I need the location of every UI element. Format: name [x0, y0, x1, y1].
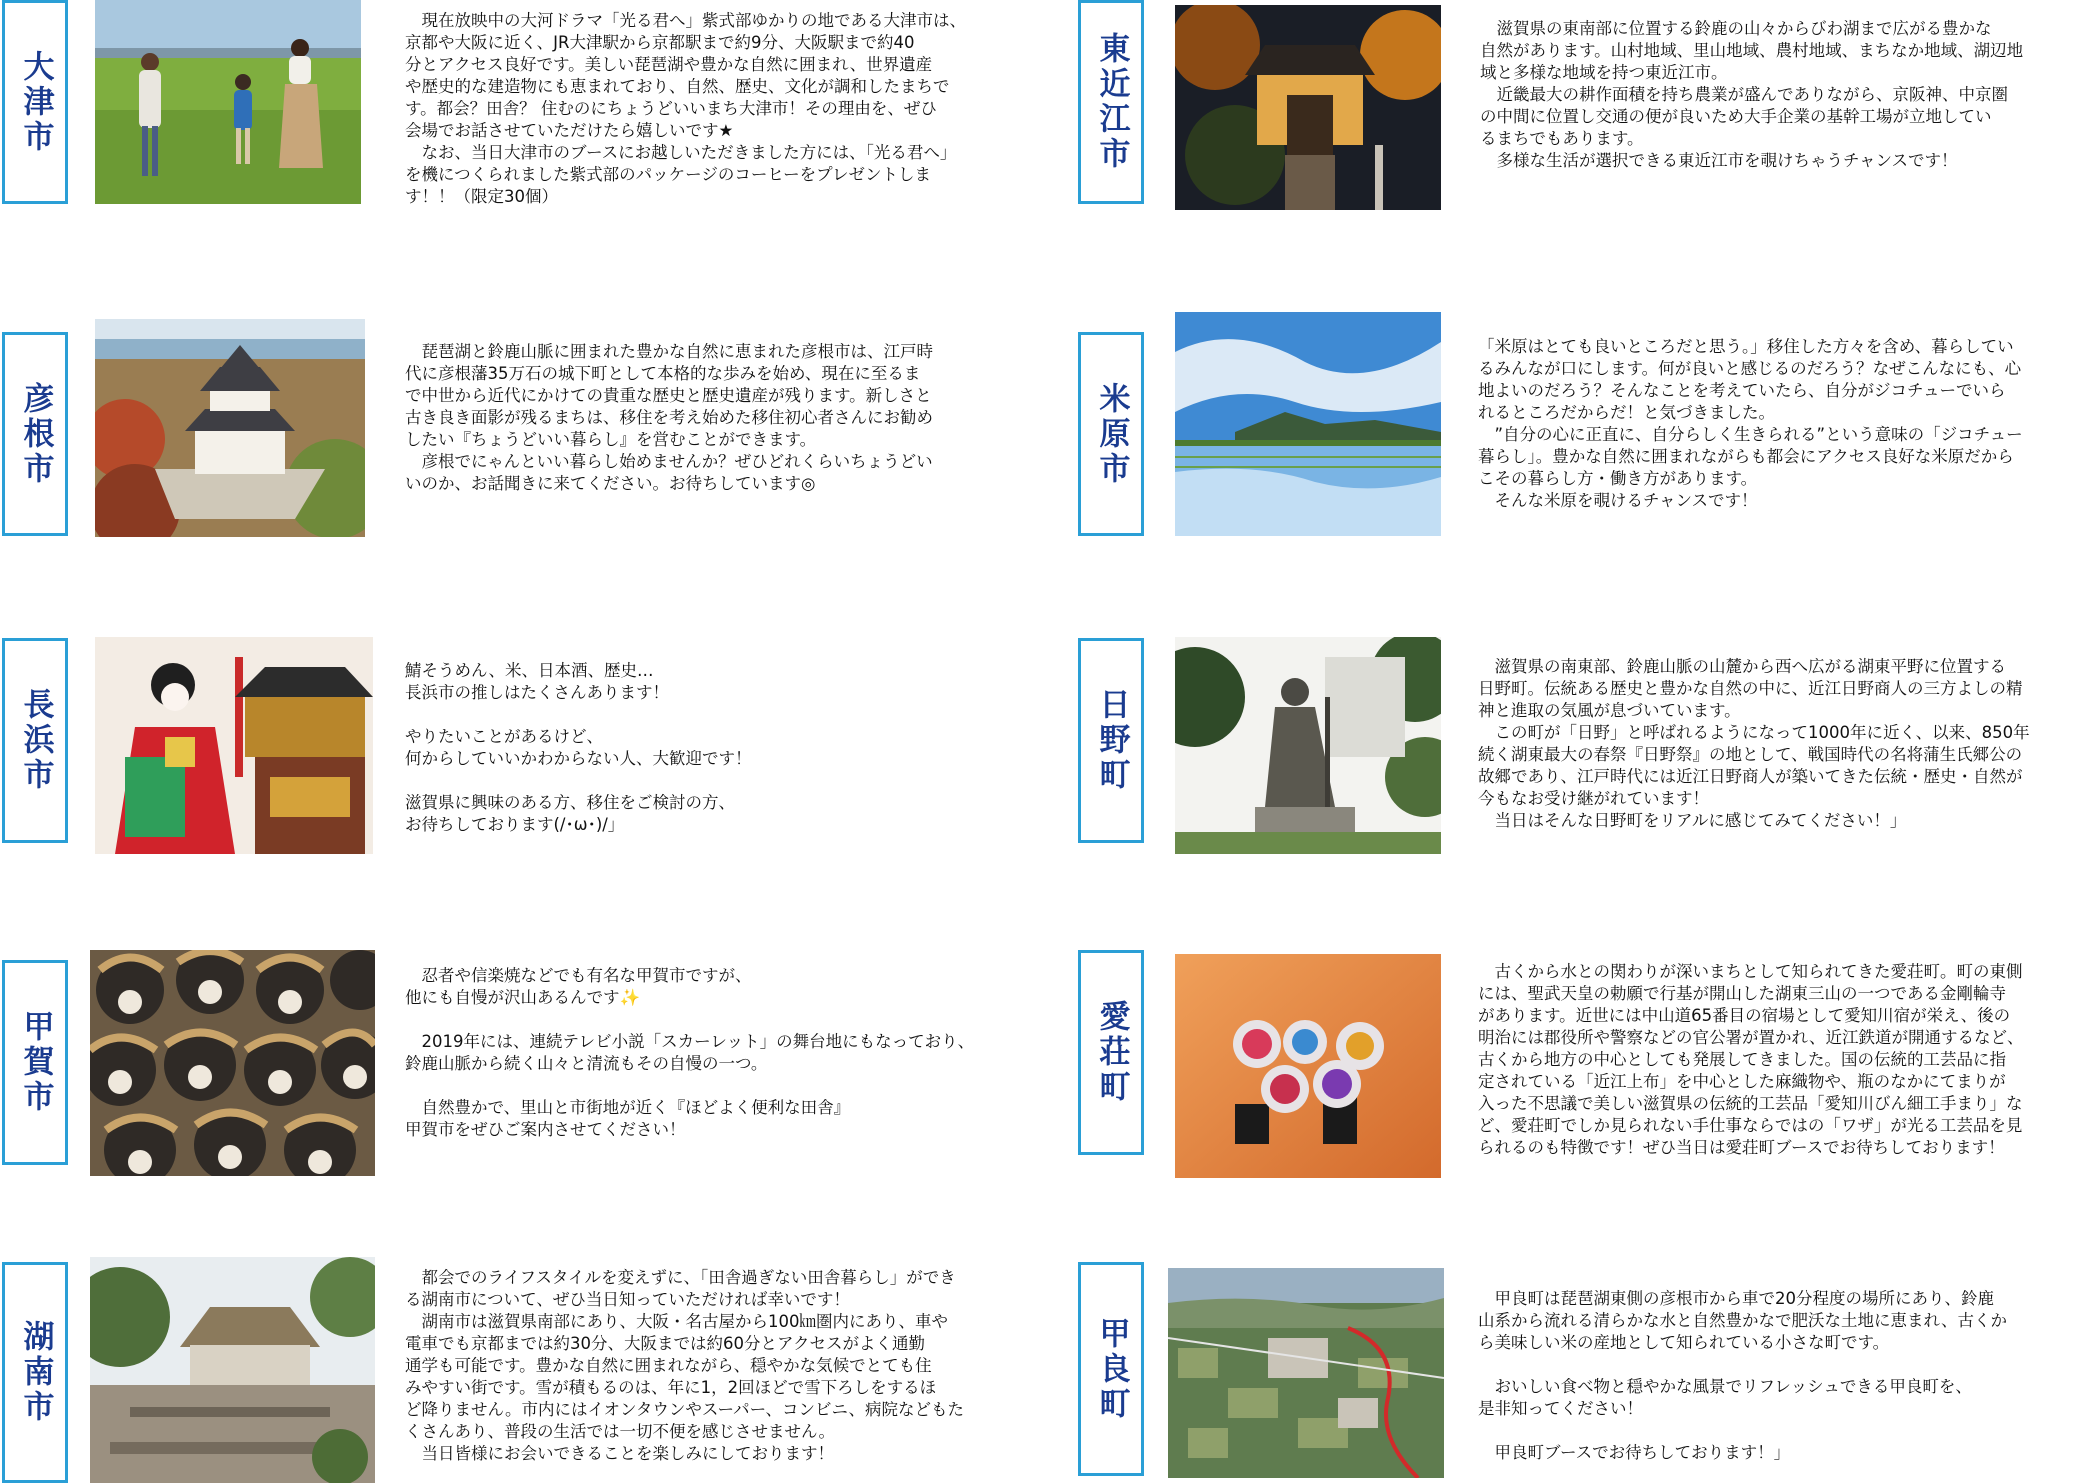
municipality-label [1078, 638, 1144, 843]
gamo-ujisato-statue-photo [1175, 637, 1441, 854]
municipality-description: 古くから水との関わりが深いまちとして知られてきた愛荘町。町の東側 には、聖武天皇の勅願で行基が開山した湖東三山の一つである金剛輪寺 があります。近世には中山道65番目の宿場として愛知川宿が栄え、後の 明治には郡役所や警察などの官公署が置かれ、近江鉄道が開通するなど、 古くから地方の中心としても発展してきました。国の伝統的工芸品に指 定されている「近江上布」を中心とした麻織物や、瓶のなかにてまりが 入った不思議で美しい滋賀県の伝統的工芸品「愛知川びん細工手まり」な ど、愛荘町でしか見られない手仕事ならではの「ワザ」が光る工芸品を見 られるのも特徴です！ぜひ当日は愛荘町ブースでお待ちしております！ [1478, 962, 2024, 1157]
municipality-name: 甲良町 [1093, 1316, 1130, 1422]
municipality-description: 滋賀県の東南部に位置する鈴鹿の山々からびわ湖まで広がる豊かな 自然があります。山村地域、里山地域、農村地域、まちなか地域、湖辺地 域と多様な地域を持つ東近江市。 近畿最大の耕作面積を持ち農業が盛んでありながら、京阪神、中京圏 の中間に位置し交通の便が良いため大手企業の基幹工場が立地してい るまちでもあります。 多様な生活が選択できる東近江市を覗けちゃうチャンスです！ [1480, 19, 2024, 170]
municipality-description: 甲良町は琵琶湖東側の彦根市から車で20分程度の場所にあり、鈴鹿 山系から流れる清らかな水と自然豊かなで肥沃な土地に恵まれ、古くか ら美味しい米の産地として知られている小さな町です。 おいしい食べ物と穏やかな風景でリフレッシュできる甲良町を、 是非知ってください！ 甲良町ブースでお待ちしております！」 [1478, 1289, 2007, 1462]
temple-gate-night-photo [1175, 5, 1441, 210]
shigaraki-tanuki-photo [90, 950, 375, 1176]
municipality-label [1078, 950, 1144, 1155]
hikone-castle-photo [95, 319, 365, 537]
municipality-name: 米原市 [1093, 381, 1130, 487]
municipality-name: 甲賀市 [17, 1010, 54, 1115]
festival-float-kimono-photo [95, 637, 373, 854]
thatched-house-garden-photo [90, 1257, 375, 1483]
municipality-name: 湖南市 [17, 1320, 54, 1425]
aerial-town-map-photo [1168, 1268, 1444, 1478]
municipality-label [1078, 1262, 1144, 1476]
municipality-name: 東近江市 [1093, 32, 1130, 172]
municipality-label [2, 0, 68, 204]
municipality-label [1078, 332, 1144, 536]
municipality-label [2, 1262, 68, 1483]
municipality-label [2, 960, 68, 1165]
municipality-description: 忍者や信楽焼などでも有名な甲賀市ですが、 他にも自慢が沢山あるんです✨ 2019年には、連続テレビ小説「スカーレット」の舞台地にもなっており、 鈴鹿山脈から続く山々と清流もその自慢の一つ。 自然豊かで、里山と市街地が近く『ほどよく便利な田舎』 甲賀市をぜひご案内させてください！ [405, 966, 975, 1139]
municipality-description: 滋賀県の南東部、鈴鹿山脈の山麓から西へ広がる湖東平野に位置する 日野町。伝統ある歴史と豊かな自然の中に、近江日野商人の三方よしの精 神と進取の気風が息づいています。 この町が「日野」と呼ばれるようになって1000年に近く、以来、850年 続く湖東最大の春祭『日野祭』の地として、戦国時代の名将蒲生氏郷公の 故郷であり、江戸時代には近江日野商人が築いてきた伝統・歴史・自然が 今もなお受け継がれています！ 当日はそんな日野町をリアルに感じてみてください！」 [1478, 657, 2030, 830]
municipality-label [2, 638, 68, 843]
municipality-name: 彦根市 [17, 381, 54, 487]
family-walking-lakeside-photo [95, 0, 361, 204]
municipality-name: 大津市 [17, 49, 54, 155]
rice-field-mountain-sky-photo [1175, 312, 1441, 536]
municipality-name: 長浜市 [17, 688, 54, 793]
municipality-description: 都会でのライフスタイルを変えずに、「田舎過ぎない田舎暮らし」ができ る湖南市について、ぜひ当日知っていただければ幸いです！ 湖南市は滋賀県南部にあり、大阪・名古屋から100㎞圏内にあり、車や 電車でも京都までは約30分、大阪までは約60分とアクセスがよく通勤 通学も可能です。豊かな自然に囲まれながら、穏やかな気候でとても住 みやすい街です。雪が積もるのは、年に1，2回ほどで雪下ろしをするほ ど降りません。市内にはイオンタウンやスーパー、コンビニ、病院などもた くさんあり、普段の生活では一切不便を感じさせません。 当日皆様にお会いできることを楽しみにしております！ [405, 1268, 965, 1463]
municipality-description: 「米原はとても良いところだと思う。」移住した方々を含め、暮らしてい るみんなが口にします。何が良いと感じるのだろう？なぜこんなにも、心 地よいのだろう？そんなことを考えていたら、自分がジコチューでいら れるところだからだ！と気づきました。 ”自分の心に正直に、自分らしく生きられる”という意味の「ジコチュー 暮らし」。豊かな自然に囲まれながらも都会にアクセス良好な米原だから こその暮らし方・働き方があります。 そんな米原を覗けるチャンスです！ [1478, 337, 2023, 510]
municipality-description: 現在放映中の大河ドラマ「光る君へ」紫式部ゆかりの地である大津市は、 京都や大阪に近く、JR大津駅から京都駅まで約9分、大阪駅まで約40 分とアクセス良好です。美しい琵琶湖や豊かな自然に囲まれ、世界遺産 や歴史的な建造物にも恵まれており、自然、歴史、文化が調和したまちで す。都会？田舎？ 住むのにちょうどいいまち大津市！その理由を、ぜひ 会場でお話させていただけたら嬉しいです★ なお、当日大津市のブースにお越しいただきました方には、「光る君へ」 を機につくられました紫式部のパッケージのコーヒーをプレゼントしま す！！（限定30個） [405, 11, 966, 206]
municipality-label [2, 332, 68, 536]
temari-jars-photo [1175, 954, 1441, 1178]
municipality-description: 鯖そうめん、米、日本酒、歴史… 長浜市の推しはたくさんあります！ やりたいことがあるけど、 何からしていいかわからない人、大歓迎です！ 滋賀県に興味のある方、移住をご検討の方、 お待ちしております(/･ω･)/」 [405, 661, 752, 834]
municipality-name: 日野町 [1093, 688, 1130, 793]
municipality-label [1078, 0, 1144, 204]
municipality-name: 愛荘町 [1093, 1000, 1130, 1105]
municipality-description: 琵琶湖と鈴鹿山脈に囲まれた豊かな自然に恵まれた彦根市は、江戸時 代に彦根藩35万石の城下町として本格的な歩みを始め、現在に至るま で中世から近代にかけての貴重な歴史と歴史遺産が残ります。新しさと 古き良き面影が残るまちは、移住を考え始めた移住初心者さんにお勧め したい『ちょうどいい暮らし』を営むことができます。 彦根でにゃんといい暮らし始めませんか？ぜひどれくらいちょうどい いのか、お話聞きに来てください。お待ちしています◎ [405, 342, 933, 493]
